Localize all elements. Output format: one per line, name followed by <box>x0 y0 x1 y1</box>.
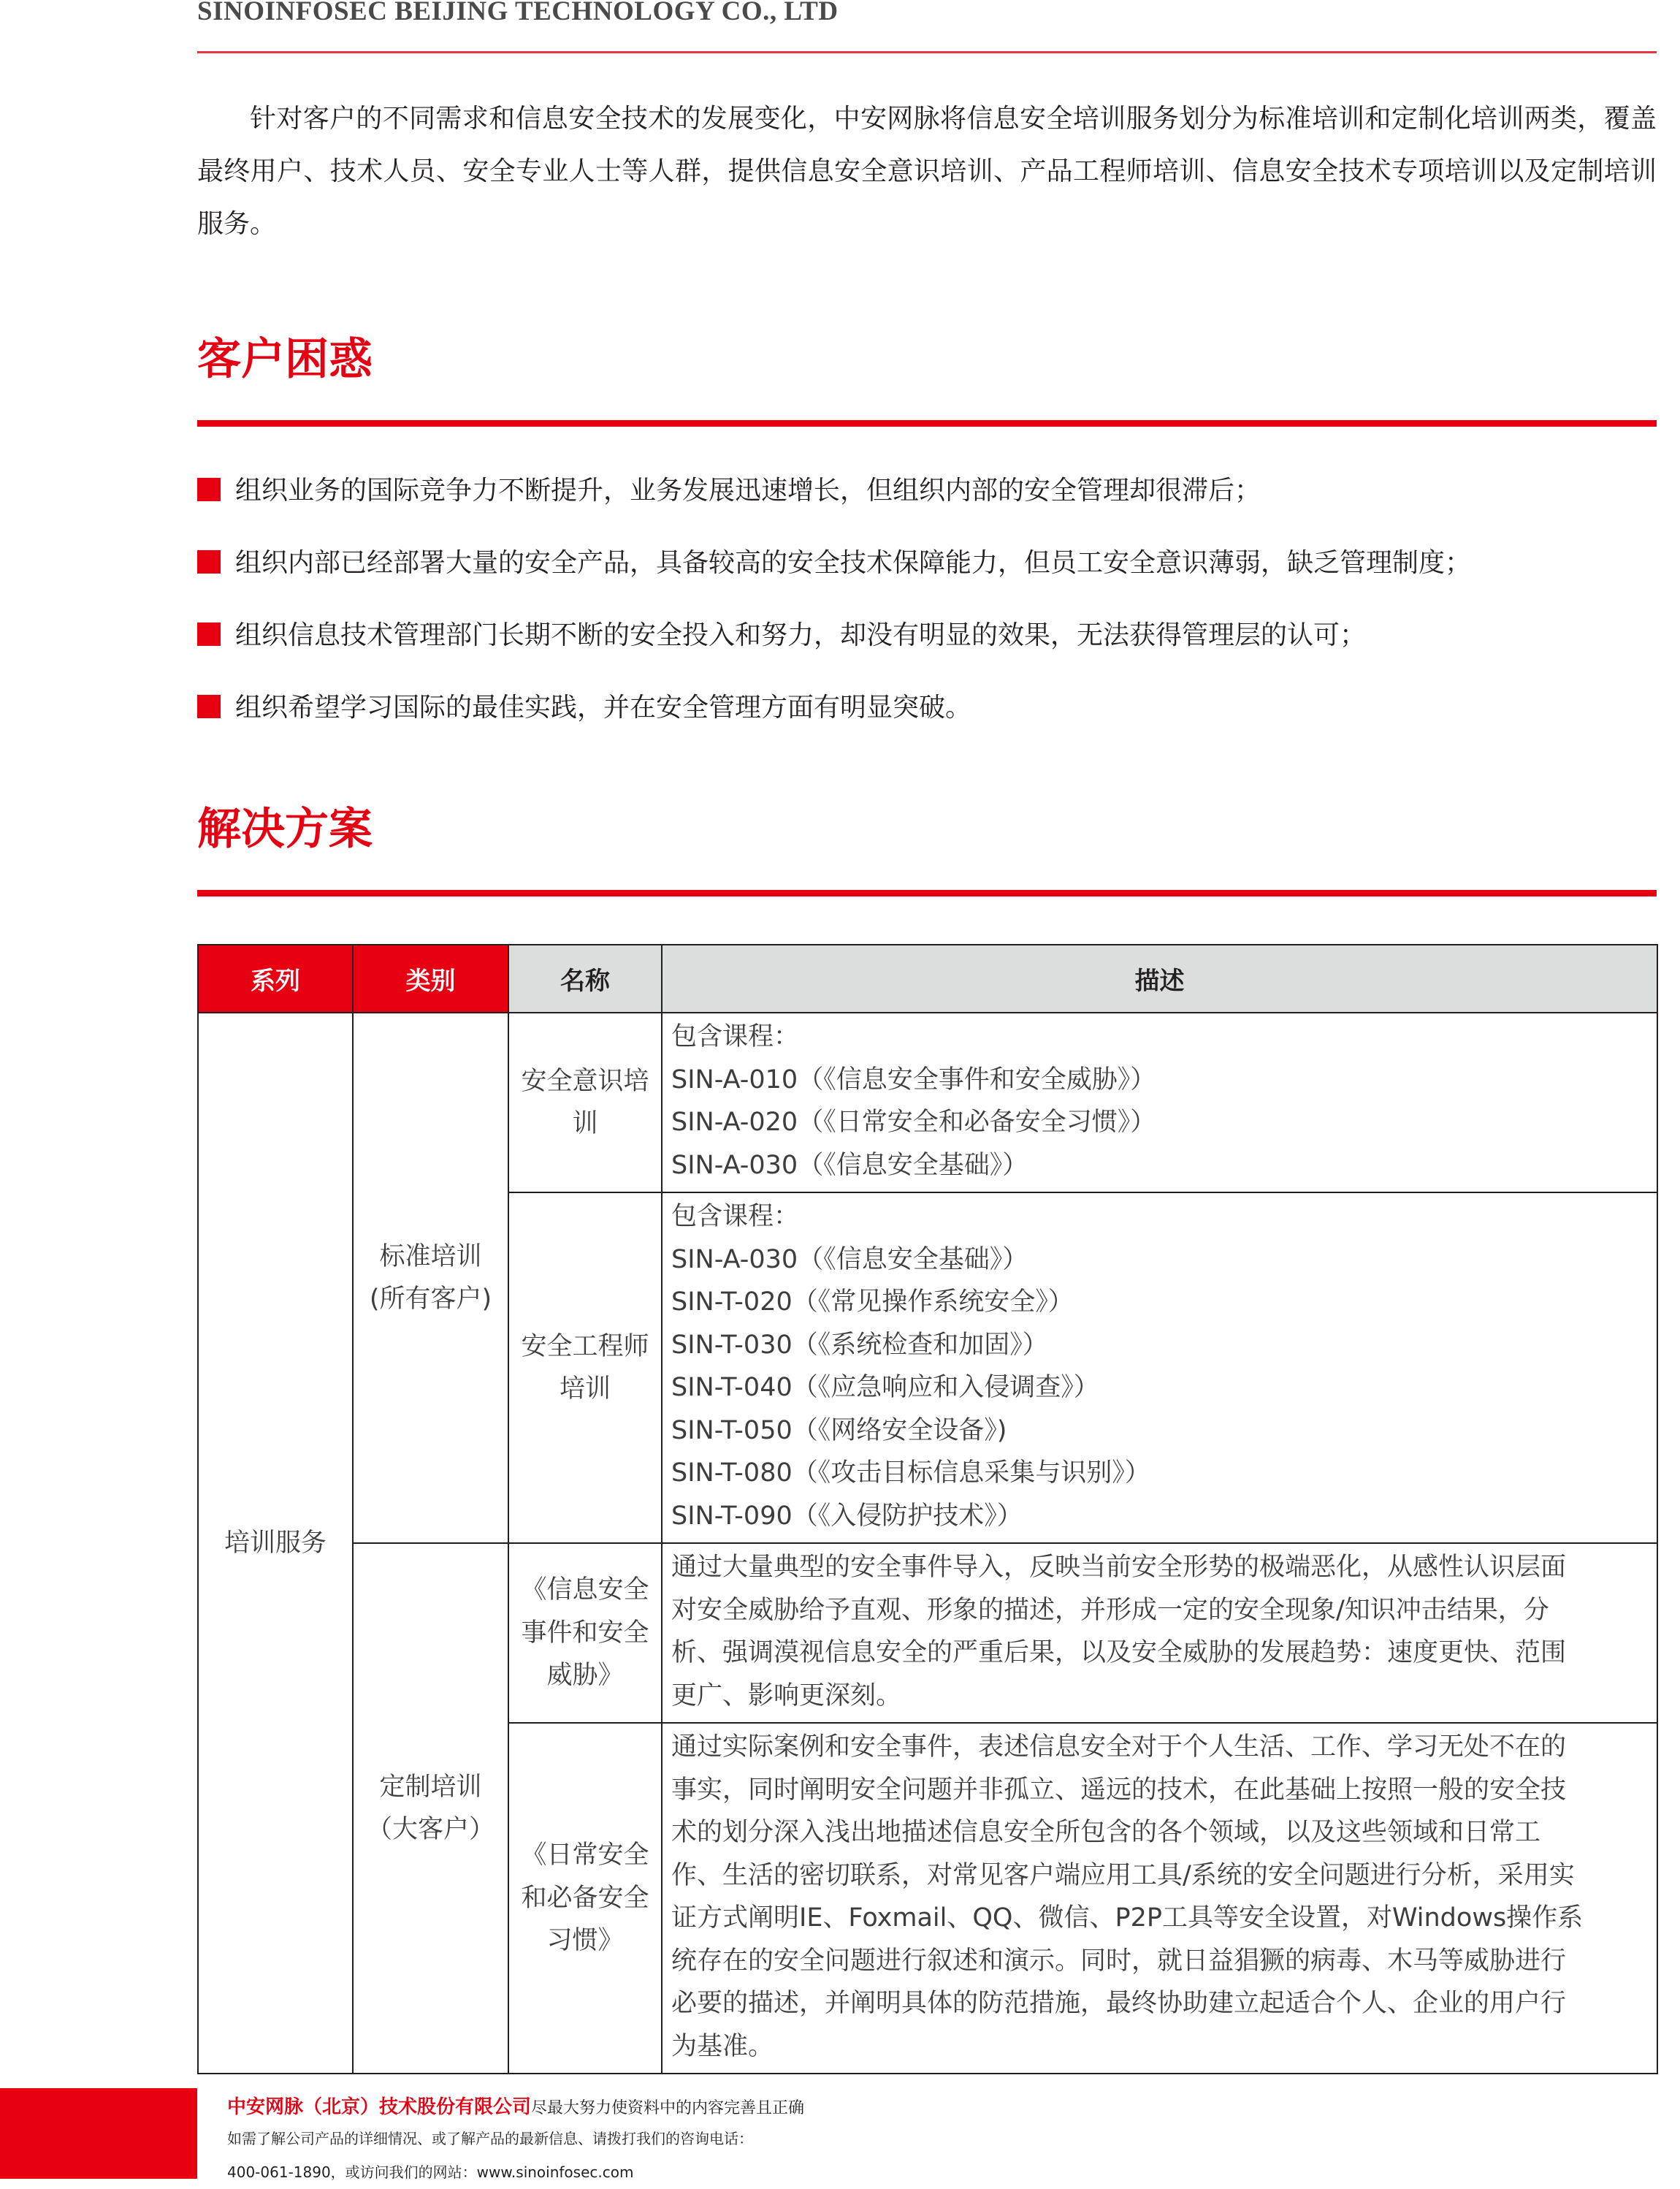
intro-paragraph: 针对客户的不同需求和信息安全技术的发展变化，中安网脉将信息安全培训服务划分为标准培训和定制化培训两类，覆盖最终用户、技术人员、安全专业人士等人群，提供信息安全意识培训、产品工程师培训、信息安全技术专项培训以及定制培训服务。 <box>197 104 1657 239</box>
description-cell: 通过大量典型的安全事件导入，反映当前安全形势的极端恶化，从感性认识层面 对安全威胁给予直观、形象的描述，并形成一定的安全现象/知识冲击结果，分 析、强调漠视信息安全的严重后果，以及安全威胁的发展趋势：速度更快、范围 更广、影响更深刻。 <box>662 1543 1657 1723</box>
table-header-row <box>198 945 1657 1013</box>
name-cell: 《信息安全事件和安全威胁》 <box>508 1543 662 1723</box>
column-header-series: 系列 <box>198 945 353 1013</box>
section-title-solution: 解决方案 <box>197 804 373 855</box>
column-header-category: 类别 <box>353 945 508 1013</box>
red-square-bullet-icon <box>197 478 221 501</box>
footer-red-block <box>0 2088 197 2179</box>
footer-tagline: 尽最大努力使资料中的内容完善且正确 <box>531 2099 805 2117</box>
description-cell: 包含课程： SIN-A-010（《信息安全事件和安全威胁》） SIN-A-020（《日常安全和必备安全习惯》） SIN-A-030（《信息安全基础》） <box>662 1013 1657 1192</box>
category-cell-standard: 标准培训 (所有客户) <box>353 1013 508 1543</box>
red-square-bullet-icon <box>197 550 221 574</box>
company-header: SINOINFOSEC BEIJING TECHNOLOGY CO., LTD <box>197 0 839 26</box>
confusion-list <box>197 462 1471 751</box>
list-item: 组织希望学习国际的最佳实践，并在安全管理方面有明显突破。 <box>197 679 1471 751</box>
name-cell: 《日常安全和必备安全习惯》 <box>508 1723 662 2074</box>
series-cell: 培训服务 <box>198 1013 353 2074</box>
list-item: 组织业务的国际竞争力不断提升，业务发展迅速增长，但组织内部的安全管理却很滞后； <box>197 462 1471 534</box>
red-square-bullet-icon <box>197 695 221 718</box>
training-table <box>197 944 1658 2074</box>
footer-contact-line: 如需了解公司产品的详细情况、或了解产品的最新信息、请拨打我们的咨询电话： <box>227 2130 753 2147</box>
red-square-bullet-icon <box>197 623 221 646</box>
description-cell: 包含课程： SIN-A-030（《信息安全基础》） SIN-T-020（《常见操作系统安全》） SIN-T-030（《系统检查和加固》） SIN-T-040（《应急响应和入侵调查》） SIN-T-050（《网络安全设备》) SIN-T-080（《攻击目标信息采集与识别》） SIN-T-090（《入侵防护技术》） <box>662 1192 1657 1543</box>
footer-website-line: 400-061-1890，或访问我们的网站：www.sinoinfosec.com <box>227 2163 634 2181</box>
name-cell: 安全工程师培训 <box>508 1192 662 1543</box>
header-divider <box>197 51 1657 53</box>
description-cell: 通过实际案例和安全事件，表述信息安全对于个人生活、工作、学习无处不在的 事实，同时阐明安全问题并非孤立、遥远的技术，在此基础上按照一般的安全技 术的划分深入浅出地描述信息安全所包含的各个领域，以及这些领域和日常工 作、生活的密切联系，对常见客户端应用工具/系统的安全问题进行分析，采用实 证方式阐明IE、Foxmail、QQ、微信、P2P工具等安全设置，对Windows操作系 统存在的安全问题进行叙述和演示。同时，就日益猖獗的病毒、木马等威胁进行 必要的描述，并阐明具体的防范措施，最终协助建立起适合个人、企业的用户行 为基准。 <box>662 1723 1657 2074</box>
list-item: 组织信息技术管理部门长期不断的安全投入和努力，却没有明显的效果，无法获得管理层的认可； <box>197 606 1471 679</box>
table-row <box>198 1013 1657 1192</box>
footer <box>227 2094 804 2189</box>
column-header-description: 描述 <box>662 945 1657 1013</box>
list-item: 组织内部已经部署大量的安全产品，具备较高的安全技术保障能力，但员工安全意识薄弱，缺乏管理制度； <box>197 534 1471 606</box>
footer-company-name: 中安网脉（北京）技术股份有限公司 <box>227 2096 532 2118</box>
category-cell-custom: 定制培训 （大客户） <box>353 1543 508 2074</box>
column-header-name: 名称 <box>508 945 662 1013</box>
section-divider-solution <box>197 890 1657 896</box>
name-cell: 安全意识培训 <box>508 1013 662 1192</box>
table-row <box>198 1543 1657 1723</box>
section-divider-confusion <box>197 420 1657 427</box>
section-title-confusion: 客户困惑 <box>197 334 373 385</box>
